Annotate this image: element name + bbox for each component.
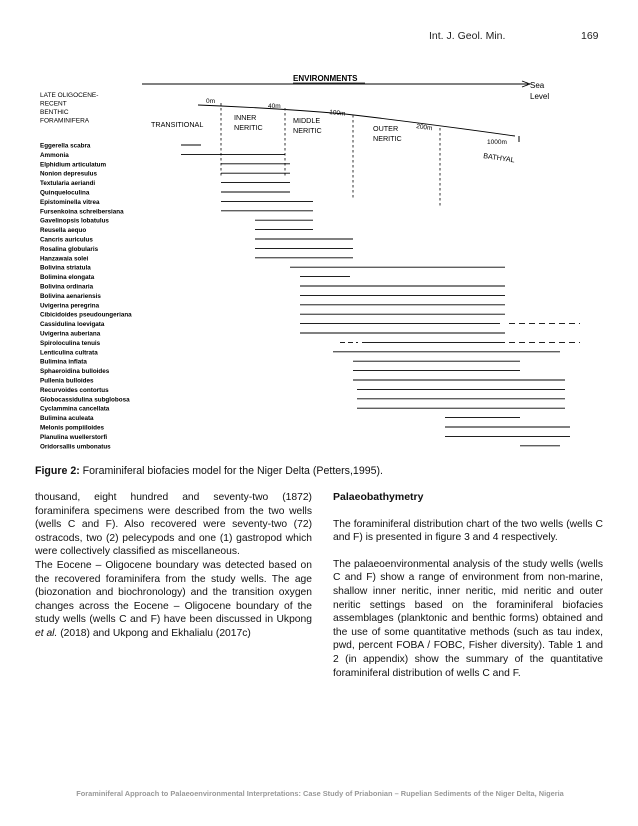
zone-transitional: TRANSITIONAL	[151, 120, 204, 129]
paragraph-text: (2018) and Ukpong and Ekhalialu (2017c)	[57, 627, 251, 639]
species-label: Eggerella scabra	[40, 142, 91, 150]
et-al: et al.	[35, 627, 58, 639]
caption-text: Foraminiferal biofacies model for the Niger Delta (Petters,1995).	[79, 465, 383, 477]
paragraph: The foraminiferal distribution chart of the two wells (wells C and F) is presented in figure 3 and 4 respectively.	[333, 518, 603, 544]
species-label: Pullenia bulloides	[40, 377, 94, 385]
species-labels	[40, 143, 132, 451]
species-label: Uvigerina peregrina	[40, 302, 100, 310]
species-label: Bolivina ordinaria	[40, 283, 94, 291]
right-column	[333, 491, 603, 693]
species-label: Reusella aequo	[40, 227, 87, 235]
figure-caption	[35, 465, 605, 477]
range-bars	[181, 145, 580, 446]
depth-200m: 200m	[415, 123, 433, 133]
species-label: Cyclammina cancellata	[40, 405, 110, 413]
species-label: Gavelinopsis lobatulus	[40, 217, 109, 225]
left-column	[35, 491, 312, 641]
page-number: 169	[581, 30, 599, 42]
species-label: Melonis pompiiloides	[40, 424, 105, 432]
species-label: Globocassidulina subglobosa	[40, 396, 130, 404]
depth-1000m: 1000m	[487, 139, 507, 146]
paragraph: The palaeoenvironmental analysis of the study wells (wells C and F) show a range of environment from non-marine, shallow inner neritic, inner neritic, mid neritic and outer neritic settings based on the foraminiferal biofacies assemblages (planktonic and benthic forms) obtained and the use of some quantitative methods (such as tau index, pwd, percent FOBA / FOBC, Fisher diversity). Table 1 and 2 (in appendix) show the summary of the quantitative foraminiferal distribution of wells C and F.	[333, 558, 603, 679]
species-label: Planulina wuellerstorfi	[40, 433, 108, 441]
species-label: Bulimina aculeata	[40, 415, 94, 423]
depth-0m: 0m	[206, 98, 216, 105]
species-label: Spiroloculina tenuis	[40, 339, 101, 347]
species-label: Textularia aeriandi	[40, 180, 96, 188]
depth-40m: 40m	[268, 103, 281, 110]
species-label: Epistominella vitrea	[40, 198, 100, 206]
species-label: Hanzawaia solei	[40, 255, 89, 263]
paragraph	[35, 559, 312, 641]
species-label: Bolivina striatula	[40, 264, 91, 272]
zone-inner-neritic: INNER NERITIC	[234, 113, 263, 132]
journal-name: Int. J. Geol. Min.	[429, 30, 506, 42]
species-label: Bolivina aenariensis	[40, 292, 101, 300]
age-label: LATE OLIGOCENE-RECENT BENTHIC FORAMINIFERA	[40, 92, 99, 125]
species-label: Cancris auriculus	[40, 236, 93, 244]
zone-middle-neritic: MIDDLE NERITIC	[293, 116, 322, 135]
species-label: Ammonia	[40, 151, 69, 159]
species-label: Quinqueloculina	[40, 189, 90, 197]
species-label: Bulimina inflata	[40, 358, 87, 366]
paragraph-text: The Eocene – Oligocene boundary was detected based on the recovered foraminifera from the study wells. The age (biozonation and biochronology) and the transition oxygen changes across the Eocene – Oligocene boundary of the study wells (wells C and F) have been discussed in Ukpong	[35, 559, 312, 626]
zone-outer-neritic: OUTER NERITIC	[373, 124, 402, 143]
species-label: Cassidulina loevigata	[40, 321, 105, 329]
species-label: Oridorsallis umbonatus	[40, 443, 111, 451]
species-label: Elphidium articulatum	[40, 161, 107, 169]
species-label: Fursenkoina schreibersiana	[40, 208, 124, 216]
species-label: Bolimina elongata	[40, 274, 95, 282]
environments-title: ENVIRONMENTS	[293, 74, 358, 83]
species-label: Rosalina globularis	[40, 245, 99, 253]
sea-level-label: Sea Level	[530, 81, 550, 101]
caption-label: Figure 2:	[35, 465, 80, 477]
species-label: Lenticulina cultrata	[40, 349, 98, 357]
biofacies-figure	[35, 70, 605, 465]
species-label: Recurvoides contortus	[40, 386, 109, 394]
species-label: Uvigerina auberiana	[40, 330, 101, 338]
species-label: Nonion depresulus	[40, 170, 98, 178]
species-label: Sphaeroidina bulloides	[40, 368, 110, 376]
zone-bathyal: BATHYAL	[482, 151, 516, 165]
paragraph: thousand, eight hundred and seventy-two (1872) foraminifera specimens were described from the two wells (wells C and F). Also recovered were seventy-two (72) ostracods, two (2) pelecypods and one (1) gastropod which were collectively classified as miscellaneous.	[35, 492, 312, 558]
section-heading: Palaeobathymetry	[333, 491, 424, 503]
running-footer: Foraminiferal Approach to Palaeoenvironmental Interpretations: Case Study of Priabonian – Rupelian Sediments of the Niger Delta, Nigeria	[76, 789, 564, 798]
depth-100m: 100m	[328, 109, 346, 118]
species-label: Cibicidoides pseudoungeriana	[40, 311, 132, 319]
